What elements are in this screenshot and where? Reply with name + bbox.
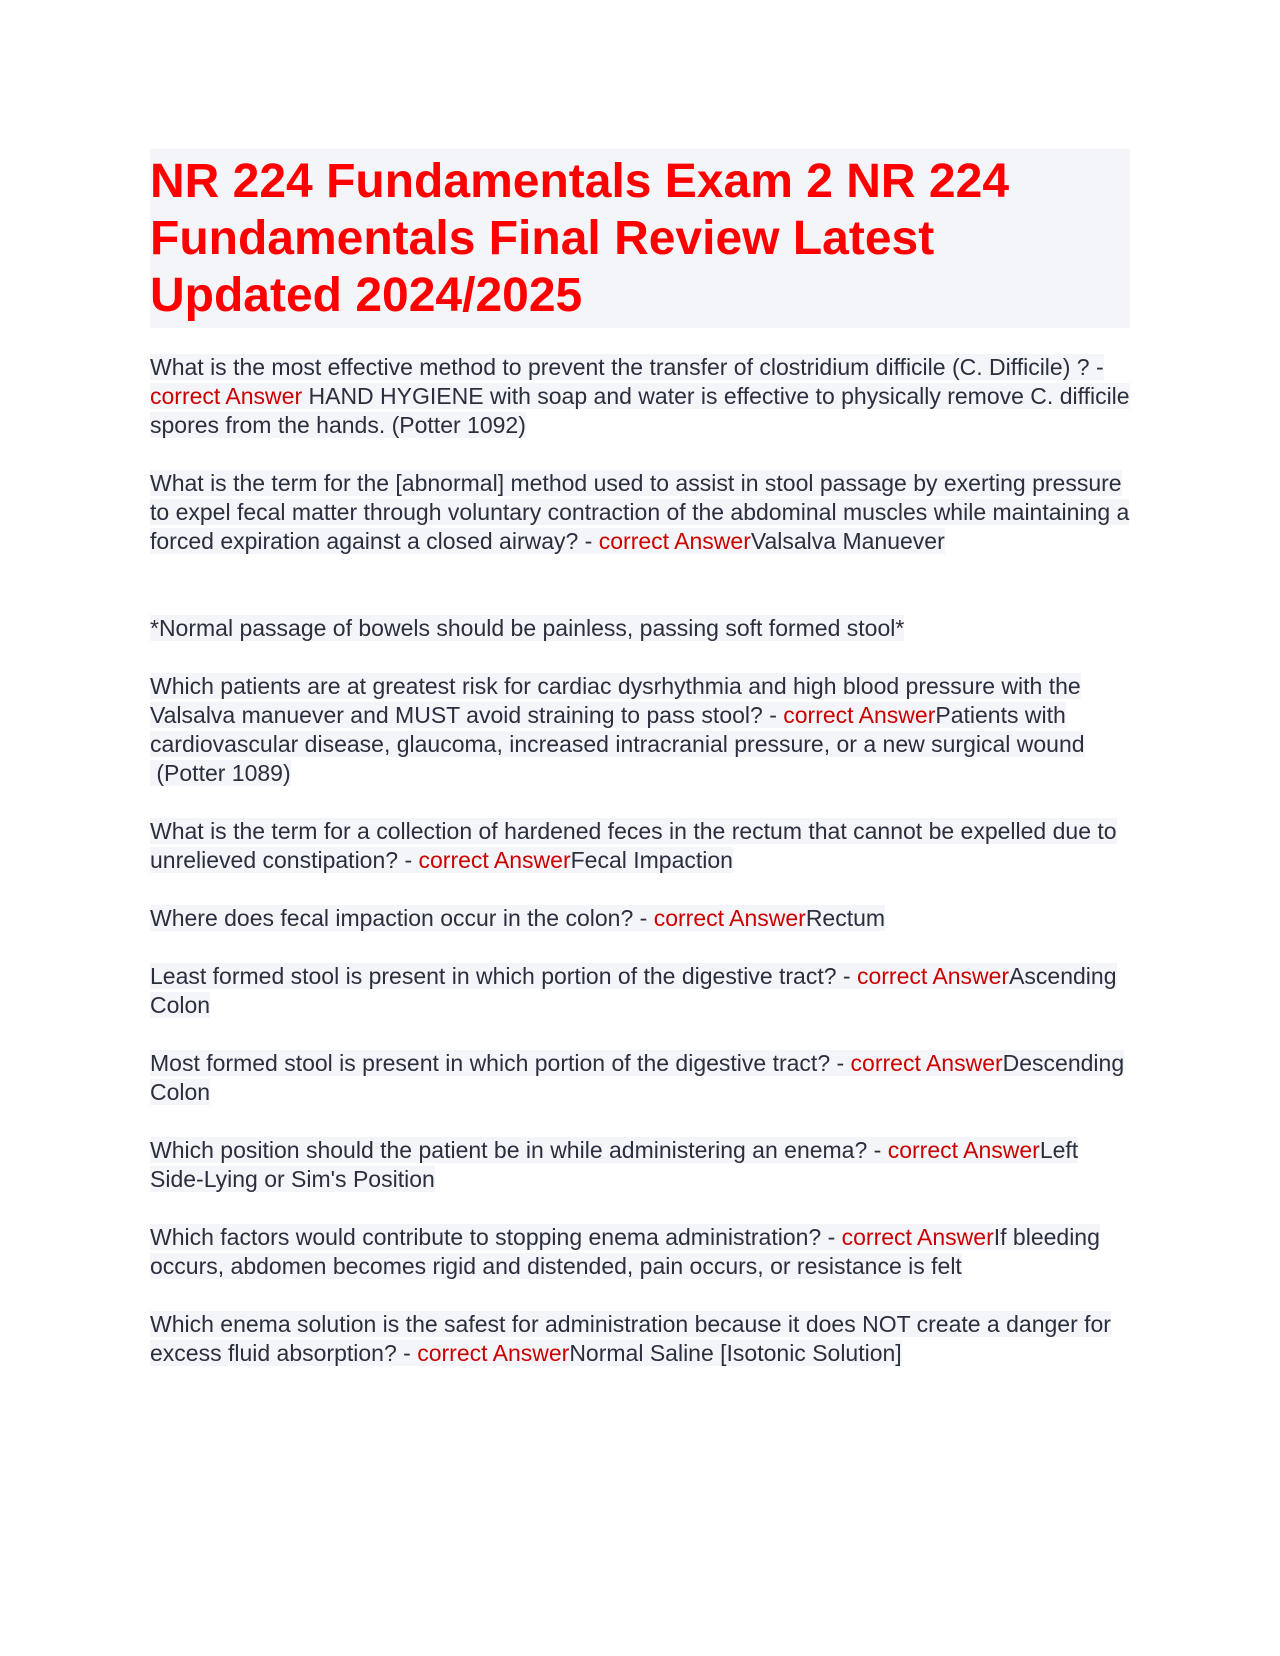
answer-text: If bleeding occurs, abdomen becomes rigid and distended, pain occurs, or resistance is felt	[150, 1224, 1100, 1279]
answer-label: correct Answer	[417, 1340, 570, 1366]
answer-label: correct Answer	[783, 702, 936, 728]
answer-label: correct Answer	[856, 963, 1010, 989]
answer-text: Descending Colon	[150, 1050, 1125, 1105]
question-text: Which factors would contribute to stopping enema administration? -	[150, 1224, 842, 1250]
question-text: Least formed stool is present in which portion of the digestive tract? -	[150, 963, 857, 989]
question-text: What is the term for a collection of hardened feces in the rectum that cannot be expelled due to unrelieved constipation? -	[150, 818, 1117, 873]
answer-text: Normal Saline [Isotonic Solution]	[569, 1340, 902, 1366]
answer-label: correct Answer	[841, 1224, 994, 1250]
answer-text: Left Side-Lying or Sim's Position	[150, 1137, 1079, 1192]
question-text: Most formed stool is present in which portion of the digestive tract? -	[150, 1050, 851, 1076]
answer-label: correct Answer	[418, 847, 571, 873]
qa-item	[150, 1136, 1130, 1194]
document-title: NR 224 Fundamentals Exam 2 NR 224 Fundamentals Final Review Latest Updated 2024/2025	[150, 155, 1010, 322]
qa-item	[150, 817, 1130, 875]
spacer	[150, 585, 1130, 614]
note-text: *Normal passage of bowels should be painless, passing soft formed stool*	[150, 615, 905, 641]
answer-label: correct Answer	[653, 905, 806, 931]
question-text: Where does fecal impaction occur in the colon? -	[150, 905, 654, 931]
qa-item	[150, 353, 1130, 440]
document-body	[150, 353, 1130, 1397]
question-text: Which enema solution is the safest for administration because it does NOT create a danger for excess fluid absorption? -	[150, 1311, 1111, 1366]
answer-text: Patients with cardiovascular disease, glaucoma, increased intracranial pressure, or a new surgical wound	[150, 702, 1085, 757]
answer-text: Valsalva Manuever	[750, 528, 945, 554]
answer-text: Fecal Impaction	[570, 847, 733, 873]
qa-item	[150, 1310, 1130, 1368]
answer-text: HAND HYGIENE with soap and water is effective to physically remove C. difficile spores from the hands. (Potter 1092)	[150, 383, 1130, 438]
answer-reference: (Potter 1089)	[150, 760, 291, 786]
answer-text: Rectum	[805, 905, 886, 931]
answer-label: correct Answer	[598, 528, 751, 554]
qa-item	[150, 1049, 1130, 1107]
question-text: What is the term for the [abnormal] method used to assist in stool passage by exerting pressure to expel fecal matter through voluntary contraction of the abdominal muscles while maintaining a forced expiration against a closed airway? -	[150, 470, 1130, 554]
title-block	[150, 149, 1130, 328]
qa-item	[150, 904, 1130, 933]
question-text: Which position should the patient be in while administering an enema? -	[150, 1137, 888, 1163]
note-paragraph	[150, 614, 1130, 643]
qa-item	[150, 1223, 1130, 1281]
answer-label: correct Answer	[887, 1137, 1040, 1163]
answer-label: correct Answer	[150, 383, 303, 409]
answer-text: Ascending Colon	[150, 963, 1117, 1018]
question-text: Which patients are at greatest risk for cardiac dysrhythmia and high blood pressure with the Valsalva manuever and MUST avoid straining to pass stool? -	[150, 673, 1081, 728]
qa-item	[150, 962, 1130, 1020]
qa-item	[150, 469, 1130, 556]
qa-item	[150, 672, 1130, 788]
question-text: What is the most effective method to prevent the transfer of clostridium difficile (C. Difficile) ? -	[150, 354, 1104, 380]
answer-label: correct Answer	[850, 1050, 1003, 1076]
